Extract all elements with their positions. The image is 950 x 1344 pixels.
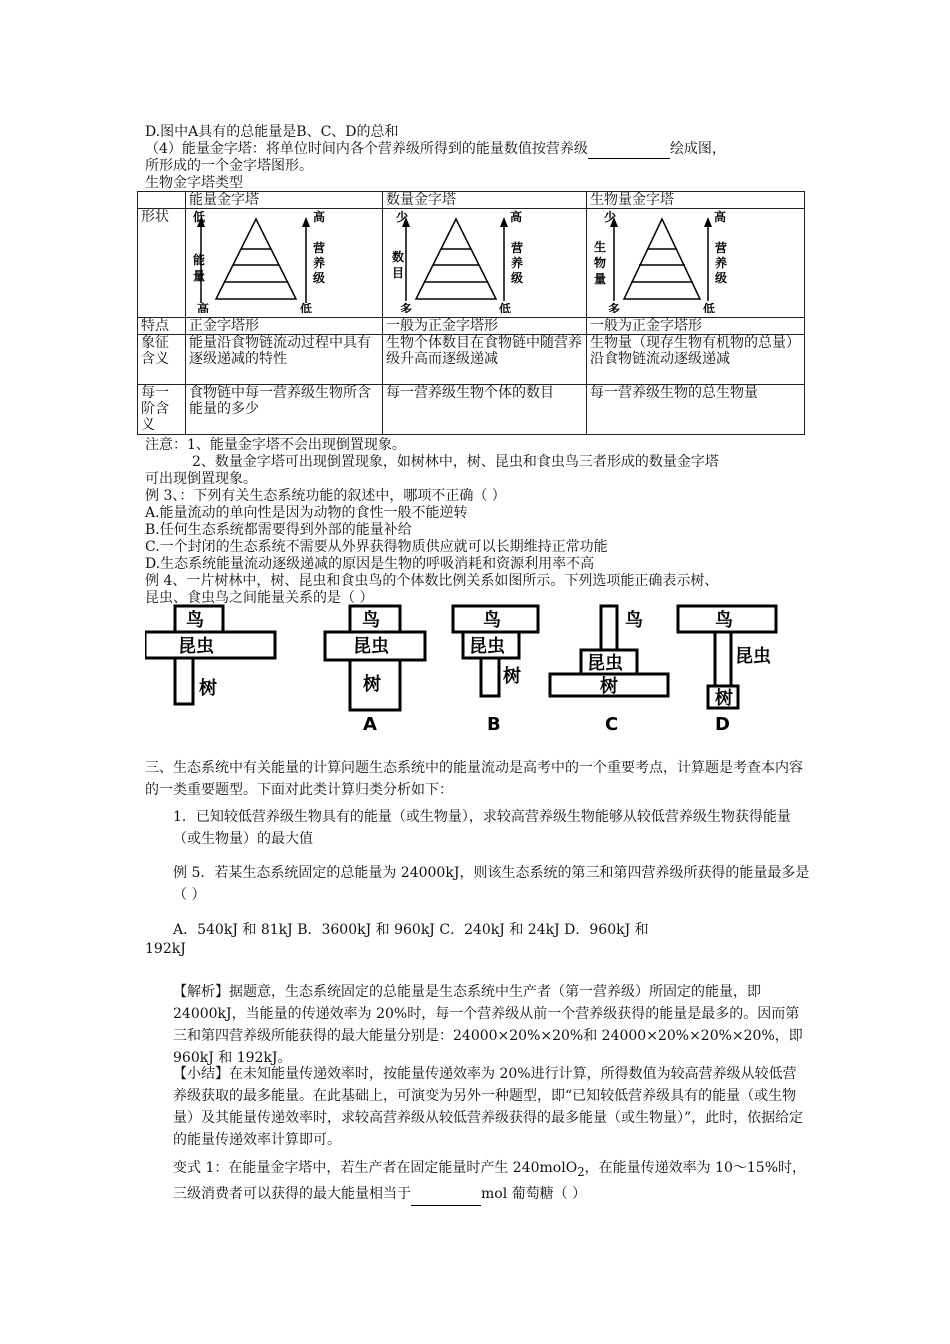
level-number: 每一营养级生物个体的数目 — [383, 385, 587, 435]
label-top-left: 少 — [396, 210, 409, 224]
label-bottom-left: 高 — [197, 302, 210, 313]
label-left-axis-2: 量 — [193, 269, 206, 283]
feature-energy: 正金字塔形 — [186, 318, 383, 335]
example5-options-2: 192kJ — [145, 941, 186, 957]
svg-text:昆虫: 昆虫 — [469, 636, 505, 657]
example4-question-2: 昆虫、食虫鸟之间能量关系的是（ ） — [145, 590, 374, 606]
feature-biomass: 一般为正金字塔形 — [587, 318, 805, 335]
svg-text:树: 树 — [715, 688, 733, 709]
example3-option-d: D.生态系统能量流动逐级递减的原因是生物的呼吸消耗和资源利用率不高 — [145, 556, 595, 572]
label-bottom-right: 低 — [300, 302, 313, 313]
example3-option-c: C.一个封闭的生态系统不需要从外界获得物质供应就可以长期维持正常功能 — [145, 539, 608, 555]
label-right-axis-1: 营 — [511, 241, 524, 255]
svg-text:树: 树 — [503, 666, 521, 687]
option-b-label: B — [487, 714, 501, 732]
example5-question: 例 5．若某生态系统固定的总能量为 24000kJ，则该生态系统的第三和第四营养级所获得的能量最多是（ ） — [173, 865, 810, 903]
svg-text:树: 树 — [363, 674, 381, 695]
label-right-axis-1: 营 — [715, 241, 728, 255]
figure-option-a — [325, 606, 425, 732]
level-energy: 食物链中每一营养级生物所含能量的多少 — [186, 385, 383, 435]
label-top-right: 高 — [714, 210, 727, 224]
option-d-line: D.图中A具有的总能量是B、C、D的总和 — [145, 124, 399, 140]
svg-text:昆虫: 昆虫 — [178, 636, 214, 657]
label-bottom-left: 多 — [400, 302, 413, 313]
summary-paragraph: 【小结】在未知能量传递效率时，按能量传递效率为 20%进行计算，所得数值为较高营养级从较低营养级获取的最多能量。在此基础上，可演变为另外一种题型，即“已知较低营养级具有的能量（或生物量）及其能量传递效率时，求较高营养级从较低营养级获得的最多能量（或生物量）”，此时，依据给定的能量传递效率计算即可。 — [173, 1066, 804, 1148]
level-biomass: 每一营养级生物的总生物量 — [587, 385, 805, 435]
label-left-axis-1: 生 — [594, 240, 607, 254]
svg-text:鸟: 鸟 — [362, 610, 380, 631]
svg-text:昆虫: 昆虫 — [587, 653, 623, 674]
label-right-axis-2: 养 — [511, 256, 524, 270]
svg-text:鸟: 鸟 — [186, 610, 204, 631]
label-left-axis-2: 目 — [392, 266, 405, 280]
header-energy: 能量金字塔 — [186, 192, 383, 209]
variant1-question: 变式 1：在能量金字塔中，若生产者在固定能量时产生 240molO$_2$，在能量传递效率为 10～15%时，三级消费者可以获得的最大能量相当于 mol 葡萄糖（ ） — [145, 1157, 810, 1206]
meaning-biomass: 生物量（现存生物有机物的总量）沿食物链流动逐级递减 — [587, 335, 805, 385]
label-top-right: 高 — [510, 210, 523, 224]
example3-option-b: B.任何生态系统都需要得到外部的能量补给 — [145, 522, 412, 538]
section3-item1: 1．已知较低营养级生物具有的能量（或生物量），求较高营养级生物能够从较低营养级生物获得能量（或生物量）的最大值 — [173, 809, 791, 847]
note-1: 注意：1、能量金字塔不会出现倒置现象。 — [145, 437, 406, 453]
example3-option-a: A.能量流动的单向性是因为动物的食性一般不能逆转 — [145, 505, 468, 521]
section3-intro: 三、生态系统中有关能量的计算问题生态系统中的能量流动是高考中的一个重要考点，计算题是考查本内容的一类重要题型。下面对此类计算归类分析如下： — [145, 760, 803, 798]
label-right-axis-2: 养 — [715, 256, 728, 270]
option-a-label: A — [363, 714, 377, 732]
meaning-energy: 能量沿食物链流动过程中具有逐级递减的特性 — [186, 335, 383, 385]
label-bottom-right: 低 — [703, 302, 716, 313]
label-left-axis-2: 物 — [594, 256, 607, 270]
example3-question: 例 3、：下列有关生态系统功能的叙述中，哪项不正确（ ） — [145, 488, 506, 504]
analysis-paragraph: 【解析】据题意，生态系统固定的总能量是生态系统中生产者（第一营养级）所固定的能量，即 24000kJ，当能量的传递效率为 20%时，每一个营养级从前一个营养级获得的能量是最多的。因而第三和第四营养级所能获得的最大能量分别是：24000×20%×20%和 24000×20%×20%×20%，即 960kJ 和 192kJ。 — [173, 984, 803, 1066]
header-biomass: 生物量金字塔 — [587, 192, 805, 209]
energy-pyramid-diagram — [189, 209, 329, 313]
note-2b: 可出现倒置现象。 — [145, 471, 257, 487]
label-right-axis-3: 级 — [313, 271, 326, 285]
label-bottom-right: 低 — [499, 302, 512, 313]
label-right-axis-3: 级 — [511, 271, 524, 285]
svg-text:昆虫: 昆虫 — [735, 646, 771, 667]
answer-blank[interactable] — [411, 1183, 481, 1206]
row-label-shape: 形状 — [138, 209, 186, 318]
example4-question-1: 例 4、一片树林中，树、昆虫和食虫鸟的个体数比例关系如图所示。下列选项能正确表示树、 — [145, 573, 719, 589]
types-title: 生物金字塔类型 — [145, 175, 243, 191]
svg-text:鸟: 鸟 — [625, 610, 643, 631]
figure-option-c — [550, 606, 668, 732]
header-number: 数量金字塔 — [383, 192, 587, 209]
svg-text:鸟: 鸟 — [483, 610, 501, 631]
note-2: 2、数量金字塔可出现倒置现象，如树林中，树、昆虫和食虫鸟三者形成的数量金字塔 — [192, 454, 719, 470]
row-label-meaning: 象征含义 — [138, 335, 186, 385]
feature-number: 一般为正金字塔形 — [383, 318, 587, 335]
figure-given — [145, 606, 275, 704]
figure-option-d — [678, 606, 776, 732]
example4-figure — [145, 602, 815, 732]
biomass-pyramid-diagram — [590, 209, 730, 313]
pyramid-table — [137, 191, 805, 435]
label-left-axis-1: 数 — [392, 250, 405, 264]
label-top-right: 高 — [313, 210, 326, 224]
item4-line: （4）能量金字塔：将单位时间内各个营养级所得到的能量数值按营养级 绘成图， — [145, 141, 726, 157]
energy-pyramid-cell — [186, 209, 383, 318]
label-left-axis-1: 能 — [193, 253, 206, 267]
svg-text:昆虫: 昆虫 — [353, 636, 389, 657]
item4-line2: 所形成的一个金字塔图形。 — [145, 158, 313, 174]
example5-options: A．540kJ 和 81kJ B．3600kJ 和 960kJ C．240kJ 和 24kJ D．960kJ 和 — [173, 922, 649, 938]
number-pyramid-cell — [383, 209, 587, 318]
label-right-axis-3: 级 — [715, 271, 728, 285]
answer-blank[interactable] — [588, 141, 670, 159]
label-bottom-left: 多 — [608, 302, 621, 313]
label-top-left: 少 — [604, 210, 617, 224]
option-d-label: D — [715, 714, 730, 732]
figure-option-b — [453, 606, 538, 732]
number-pyramid-diagram — [386, 209, 526, 313]
label-right-axis-1: 营 — [313, 241, 326, 255]
svg-text:鸟: 鸟 — [715, 610, 733, 631]
biomass-pyramid-cell — [587, 209, 805, 318]
svg-text:树: 树 — [199, 678, 217, 699]
header-empty — [138, 192, 186, 209]
meaning-number: 生物个体数目在食物链中随营养级升高而逐级递减 — [383, 335, 587, 385]
label-left-axis-3: 量 — [594, 272, 607, 286]
row-label-level: 每一阶含义 — [138, 385, 186, 435]
svg-text:树: 树 — [600, 676, 618, 697]
label-right-axis-2: 养 — [313, 256, 326, 270]
row-label-feature: 特点 — [138, 318, 186, 335]
option-c-label: C — [605, 714, 619, 732]
label-top-left: 低 — [193, 210, 206, 224]
